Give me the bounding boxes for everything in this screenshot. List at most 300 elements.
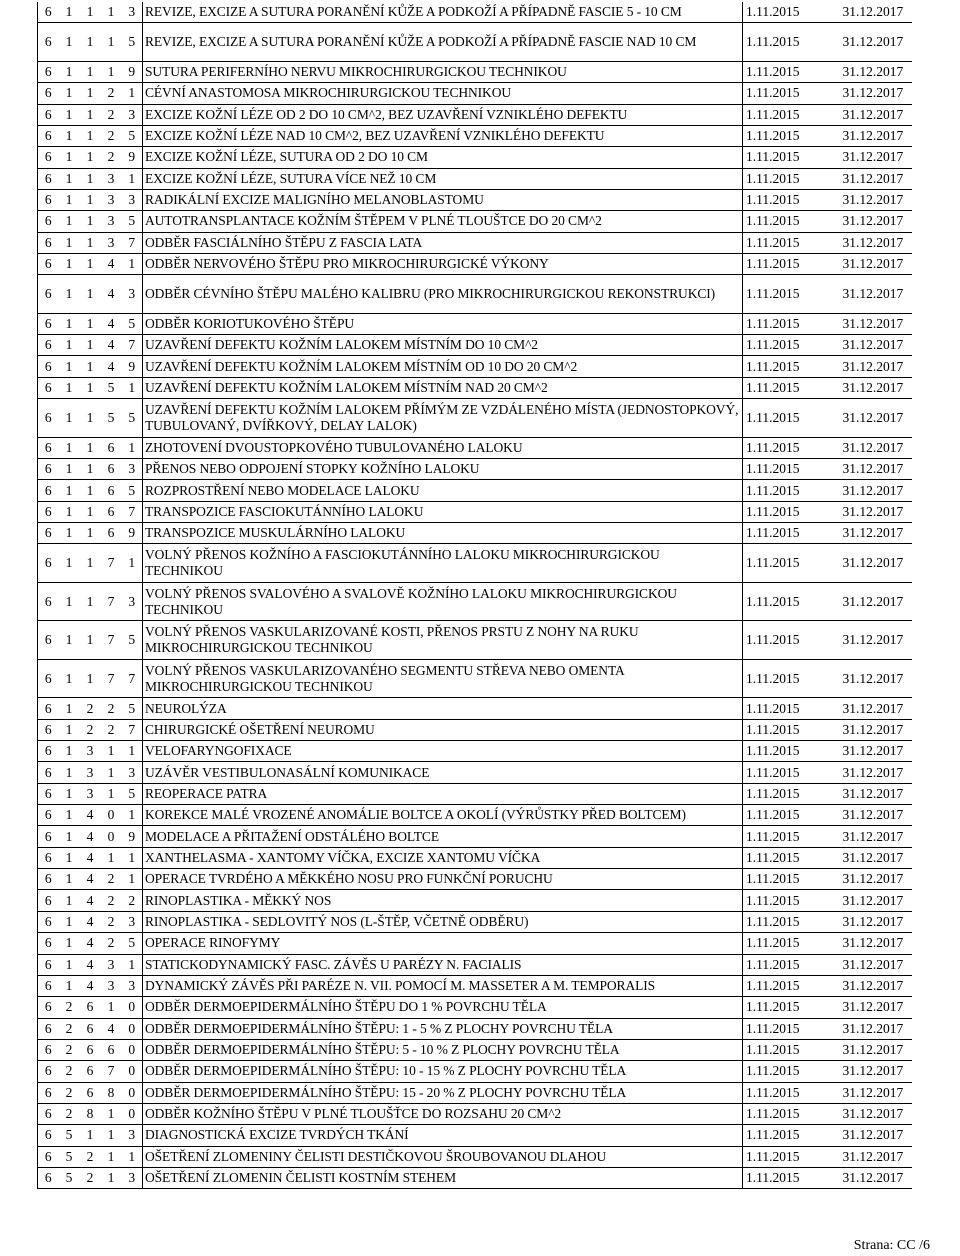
code-digit: 3 <box>122 911 143 932</box>
code-digit: 1 <box>59 61 80 82</box>
code-digit: 2 <box>80 1146 101 1167</box>
code-digit: 3 <box>80 741 101 762</box>
code-digit: 1 <box>80 23 101 62</box>
code-digit: 6 <box>101 501 122 522</box>
code-digit: 1 <box>122 437 143 458</box>
valid-to: 31.12.2017 <box>840 1125 912 1146</box>
valid-to: 31.12.2017 <box>840 1082 912 1103</box>
table-row <box>38 719 912 740</box>
code-digit: 2 <box>59 1082 80 1103</box>
table-row <box>38 2 912 23</box>
code-digit: 1 <box>59 313 80 334</box>
procedure-name: REVIZE, EXCIZE A SUTURA PORANĚNÍ KŮŽE A PODKOŽÍ A PŘÍPADNĚ FASCIE NAD 10 CM <box>143 23 743 62</box>
code-digit: 1 <box>101 997 122 1018</box>
procedure-name: DYNAMICKÝ ZÁVĚS PŘI PARÉZE N. VII. POMOCÍ M. MASSETER A M. TEMPORALIS <box>143 975 743 996</box>
code-digit: 6 <box>38 1039 59 1060</box>
code-digit: 1 <box>59 275 80 314</box>
code-digit: 5 <box>101 399 122 438</box>
code-digit: 6 <box>38 1061 59 1082</box>
valid-from: 1.11.2015 <box>743 523 840 544</box>
code-digit: 1 <box>80 2 101 23</box>
code-digit: 6 <box>38 975 59 996</box>
valid-from: 1.11.2015 <box>743 253 840 274</box>
valid-from: 1.11.2015 <box>743 805 840 826</box>
valid-from: 1.11.2015 <box>743 399 840 438</box>
code-digit: 5 <box>59 1125 80 1146</box>
valid-to: 31.12.2017 <box>840 104 912 125</box>
code-digit: 9 <box>122 61 143 82</box>
code-digit: 1 <box>122 83 143 104</box>
code-digit: 1 <box>80 480 101 501</box>
code-digit: 6 <box>38 719 59 740</box>
procedure-name: RADIKÁLNÍ EXCIZE MALIGNÍHO MELANOBLASTOMU <box>143 189 743 210</box>
procedure-name: DIAGNOSTICKÁ EXCIZE TVRDÝCH TKÁNÍ <box>143 1125 743 1146</box>
code-digit: 6 <box>38 741 59 762</box>
code-digit: 5 <box>101 377 122 398</box>
code-digit: 6 <box>38 911 59 932</box>
table-row <box>38 523 912 544</box>
procedure-name: ODBĚR DERMOEPIDERMÁLNÍHO ŠTĚPU: 15 - 20 % Z PLOCHY POVRCHU TĚLA <box>143 1082 743 1103</box>
valid-to: 31.12.2017 <box>840 189 912 210</box>
code-digit: 3 <box>101 168 122 189</box>
valid-to: 31.12.2017 <box>840 621 912 660</box>
code-digit: 6 <box>38 437 59 458</box>
table-row <box>38 211 912 232</box>
code-digit: 1 <box>59 147 80 168</box>
code-digit: 6 <box>38 783 59 804</box>
table-row <box>38 168 912 189</box>
code-digit: 6 <box>38 933 59 954</box>
code-digit: 3 <box>122 104 143 125</box>
code-digit: 6 <box>101 480 122 501</box>
table-row <box>38 890 912 911</box>
code-digit: 1 <box>59 954 80 975</box>
code-digit: 6 <box>38 313 59 334</box>
table-row <box>38 232 912 253</box>
code-digit: 5 <box>122 211 143 232</box>
valid-from: 1.11.2015 <box>743 890 840 911</box>
procedure-name: CHIRURGICKÉ OŠETŘENÍ NEUROMU <box>143 719 743 740</box>
table-row <box>38 1039 912 1060</box>
procedure-name: UZAVŘENÍ DEFEKTU KOŽNÍM LALOKEM MÍSTNÍM DO 10 CM^2 <box>143 335 743 356</box>
code-digit: 3 <box>122 2 143 23</box>
code-digit: 1 <box>59 501 80 522</box>
valid-to: 31.12.2017 <box>840 501 912 522</box>
table-row <box>38 1061 912 1082</box>
code-digit: 6 <box>38 523 59 544</box>
valid-from: 1.11.2015 <box>743 61 840 82</box>
code-digit: 7 <box>101 659 122 698</box>
code-digit: 6 <box>38 698 59 719</box>
valid-to: 31.12.2017 <box>840 1018 912 1039</box>
valid-to: 31.12.2017 <box>840 582 912 621</box>
code-digit: 6 <box>38 501 59 522</box>
code-digit: 6 <box>38 335 59 356</box>
code-digit: 7 <box>101 544 122 583</box>
code-digit: 4 <box>101 253 122 274</box>
code-digit: 7 <box>122 719 143 740</box>
procedure-name: VOLNÝ PŘENOS VASKULARIZOVANÉHO SEGMENTU STŘEVA NEBO OMENTA MIKROCHIRURGICKOU TECHNIKOU <box>143 659 743 698</box>
code-digit: 1 <box>80 501 101 522</box>
table-row <box>38 997 912 1018</box>
valid-from: 1.11.2015 <box>743 719 840 740</box>
table-row <box>38 1103 912 1124</box>
code-digit: 7 <box>101 582 122 621</box>
valid-to: 31.12.2017 <box>840 544 912 583</box>
procedure-name: XANTHELASMA - XANTOMY VÍČKA, EXCIZE XANTOMU VÍČKA <box>143 847 743 868</box>
code-digit: 6 <box>80 1061 101 1082</box>
valid-from: 1.11.2015 <box>743 847 840 868</box>
code-digit: 2 <box>59 997 80 1018</box>
code-digit: 1 <box>80 189 101 210</box>
valid-to: 31.12.2017 <box>840 826 912 847</box>
code-digit: 6 <box>38 125 59 146</box>
valid-to: 31.12.2017 <box>840 1167 912 1188</box>
code-digit: 8 <box>101 1082 122 1103</box>
code-digit: 1 <box>59 544 80 583</box>
valid-to: 31.12.2017 <box>840 480 912 501</box>
table-row <box>38 480 912 501</box>
code-digit: 1 <box>80 83 101 104</box>
code-digit: 3 <box>122 459 143 480</box>
valid-to: 31.12.2017 <box>840 313 912 334</box>
valid-to: 31.12.2017 <box>840 890 912 911</box>
code-digit: 4 <box>80 954 101 975</box>
code-digit: 2 <box>101 147 122 168</box>
procedure-name: VELOFARYNGOFIXACE <box>143 741 743 762</box>
code-digit: 4 <box>101 275 122 314</box>
valid-to: 31.12.2017 <box>840 954 912 975</box>
code-digit: 6 <box>38 1018 59 1039</box>
procedure-code-table <box>37 2 912 1189</box>
code-digit: 1 <box>80 232 101 253</box>
code-digit: 1 <box>80 582 101 621</box>
code-digit: 1 <box>122 1146 143 1167</box>
code-digit: 6 <box>38 659 59 698</box>
procedure-name: ODBĚR CÉVNÍHO ŠTĚPU MALÉHO KALIBRU (PRO MIKROCHIRURGICKOU REKONSTRUKCI) <box>143 275 743 314</box>
valid-from: 1.11.2015 <box>743 582 840 621</box>
table-row <box>38 847 912 868</box>
code-digit: 1 <box>80 61 101 82</box>
code-digit: 6 <box>38 1146 59 1167</box>
code-digit: 1 <box>122 847 143 868</box>
code-digit: 1 <box>59 356 80 377</box>
code-digit: 6 <box>38 61 59 82</box>
code-digit: 6 <box>38 805 59 826</box>
code-digit: 1 <box>59 659 80 698</box>
code-digit: 1 <box>122 168 143 189</box>
table-row <box>38 933 912 954</box>
table-row <box>38 189 912 210</box>
procedure-name: RINOPLASTIKA - MĚKKÝ NOS <box>143 890 743 911</box>
code-digit: 9 <box>122 523 143 544</box>
valid-from: 1.11.2015 <box>743 189 840 210</box>
table-row <box>38 459 912 480</box>
valid-from: 1.11.2015 <box>743 104 840 125</box>
code-digit: 1 <box>122 954 143 975</box>
code-digit: 1 <box>59 523 80 544</box>
code-digit: 1 <box>59 125 80 146</box>
code-digit: 3 <box>122 975 143 996</box>
code-digit: 5 <box>122 125 143 146</box>
code-digit: 6 <box>38 954 59 975</box>
code-digit: 6 <box>38 847 59 868</box>
code-digit: 1 <box>80 544 101 583</box>
valid-from: 1.11.2015 <box>743 377 840 398</box>
code-digit: 1 <box>59 104 80 125</box>
code-digit: 2 <box>101 125 122 146</box>
code-digit: 4 <box>101 356 122 377</box>
valid-from: 1.11.2015 <box>743 459 840 480</box>
table-row <box>38 741 912 762</box>
code-digit: 3 <box>80 783 101 804</box>
code-digit: 6 <box>38 147 59 168</box>
code-digit: 1 <box>80 356 101 377</box>
procedure-name: TRANSPOZICE MUSKULÁRNÍHO LALOKU <box>143 523 743 544</box>
table-row <box>38 399 912 438</box>
procedure-name: NEUROLÝZA <box>143 698 743 719</box>
code-digit: 1 <box>59 335 80 356</box>
code-digit: 3 <box>101 211 122 232</box>
code-digit: 1 <box>80 399 101 438</box>
code-digit: 1 <box>80 125 101 146</box>
code-digit: 2 <box>101 911 122 932</box>
table-row <box>38 147 912 168</box>
valid-to: 31.12.2017 <box>840 399 912 438</box>
code-digit: 1 <box>59 826 80 847</box>
code-digit: 4 <box>80 826 101 847</box>
code-digit: 7 <box>122 501 143 522</box>
procedure-name: OPERACE TVRDÉHO A MĚKKÉHO NOSU PRO FUNKČNÍ PORUCHU <box>143 869 743 890</box>
code-digit: 1 <box>101 762 122 783</box>
code-digit: 1 <box>80 168 101 189</box>
code-digit: 7 <box>101 1061 122 1082</box>
code-digit: 1 <box>59 975 80 996</box>
valid-from: 1.11.2015 <box>743 741 840 762</box>
valid-to: 31.12.2017 <box>840 911 912 932</box>
code-digit: 1 <box>101 1146 122 1167</box>
valid-from: 1.11.2015 <box>743 1125 840 1146</box>
valid-from: 1.11.2015 <box>743 275 840 314</box>
code-digit: 6 <box>101 1039 122 1060</box>
valid-to: 31.12.2017 <box>840 975 912 996</box>
valid-from: 1.11.2015 <box>743 147 840 168</box>
valid-from: 1.11.2015 <box>743 313 840 334</box>
code-digit: 5 <box>122 783 143 804</box>
code-digit: 5 <box>122 23 143 62</box>
valid-to: 31.12.2017 <box>840 377 912 398</box>
code-digit: 4 <box>80 911 101 932</box>
valid-to: 31.12.2017 <box>840 168 912 189</box>
valid-to: 31.12.2017 <box>840 275 912 314</box>
code-digit: 1 <box>101 783 122 804</box>
valid-from: 1.11.2015 <box>743 975 840 996</box>
procedure-name: ODBĚR DERMOEPIDERMÁLNÍHO ŠTĚPU: 10 - 15 % Z PLOCHY POVRCHU TĚLA <box>143 1061 743 1082</box>
valid-to: 31.12.2017 <box>840 997 912 1018</box>
code-digit: 1 <box>101 1125 122 1146</box>
valid-from: 1.11.2015 <box>743 356 840 377</box>
procedure-name: MODELACE A PŘITAŽENÍ ODSTÁLÉHO BOLTCE <box>143 826 743 847</box>
procedure-name: VOLNÝ PŘENOS SVALOVÉHO A SVALOVĚ KOŽNÍHO LALOKU MIKROCHIRURGICKOU TECHNIKOU <box>143 582 743 621</box>
valid-from: 1.11.2015 <box>743 954 840 975</box>
code-digit: 3 <box>101 189 122 210</box>
procedure-name: ZHOTOVENÍ DVOUSTOPKOVÉHO TUBULOVANÉHO LALOKU <box>143 437 743 458</box>
table-row <box>38 437 912 458</box>
table-row <box>38 659 912 698</box>
code-digit: 6 <box>101 459 122 480</box>
code-digit: 3 <box>101 975 122 996</box>
code-digit: 6 <box>38 480 59 501</box>
code-digit: 1 <box>80 437 101 458</box>
table-body <box>38 2 912 1189</box>
code-digit: 6 <box>80 1018 101 1039</box>
valid-from: 1.11.2015 <box>743 544 840 583</box>
valid-to: 31.12.2017 <box>840 459 912 480</box>
valid-to: 31.12.2017 <box>840 147 912 168</box>
table-row <box>38 1146 912 1167</box>
procedure-name: VOLNÝ PŘENOS KOŽNÍHO A FASCIOKUTÁNNÍHO LALOKU MIKROCHIRURGICKOU TECHNIKOU <box>143 544 743 583</box>
valid-to: 31.12.2017 <box>840 783 912 804</box>
code-digit: 7 <box>122 659 143 698</box>
code-digit: 1 <box>59 805 80 826</box>
code-digit: 6 <box>38 582 59 621</box>
code-digit: 1 <box>80 313 101 334</box>
code-digit: 2 <box>101 933 122 954</box>
code-digit: 0 <box>122 1039 143 1060</box>
code-digit: 6 <box>38 890 59 911</box>
code-digit: 6 <box>80 1039 101 1060</box>
valid-from: 1.11.2015 <box>743 1061 840 1082</box>
code-digit: 8 <box>80 1103 101 1124</box>
procedure-name: UZAVŘENÍ DEFEKTU KOŽNÍM LALOKEM PŘÍMÝM ZE VZDÁLENÉHO MÍSTA (JEDNOSTOPKOVÝ, TUBULOVANÝ, DVÍŘKOVÝ, DELAY LALOK) <box>143 399 743 438</box>
table-row <box>38 356 912 377</box>
code-digit: 6 <box>80 1082 101 1103</box>
valid-to: 31.12.2017 <box>840 698 912 719</box>
valid-from: 1.11.2015 <box>743 762 840 783</box>
valid-to: 31.12.2017 <box>840 523 912 544</box>
code-digit: 2 <box>59 1061 80 1082</box>
code-digit: 2 <box>122 890 143 911</box>
code-digit: 3 <box>122 582 143 621</box>
valid-to: 31.12.2017 <box>840 83 912 104</box>
code-digit: 5 <box>122 313 143 334</box>
code-digit: 9 <box>122 356 143 377</box>
code-digit: 1 <box>59 480 80 501</box>
valid-from: 1.11.2015 <box>743 2 840 23</box>
code-digit: 2 <box>101 698 122 719</box>
procedure-name: ODBĚR NERVOVÉHO ŠTĚPU PRO MIKROCHIRURGICKÉ VÝKONY <box>143 253 743 274</box>
procedure-name: EXCIZE KOŽNÍ LÉZE NAD 10 CM^2, BEZ UZAVŘENÍ VZNIKLÉHO DEFEKTU <box>143 125 743 146</box>
code-digit: 0 <box>122 1082 143 1103</box>
code-digit: 2 <box>101 104 122 125</box>
valid-to: 31.12.2017 <box>840 719 912 740</box>
code-digit: 6 <box>38 544 59 583</box>
code-digit: 1 <box>80 523 101 544</box>
code-digit: 1 <box>101 847 122 868</box>
procedure-name: OPERACE RINOFYMY <box>143 933 743 954</box>
valid-to: 31.12.2017 <box>840 805 912 826</box>
table-row <box>38 61 912 82</box>
table-row <box>38 698 912 719</box>
code-digit: 1 <box>59 211 80 232</box>
code-digit: 0 <box>122 1018 143 1039</box>
code-digit: 6 <box>38 621 59 660</box>
code-digit: 1 <box>101 741 122 762</box>
code-digit: 0 <box>122 997 143 1018</box>
code-digit: 2 <box>101 869 122 890</box>
code-digit: 1 <box>59 741 80 762</box>
code-digit: 1 <box>80 275 101 314</box>
code-digit: 1 <box>80 459 101 480</box>
valid-to: 31.12.2017 <box>840 437 912 458</box>
procedure-name: EXCIZE KOŽNÍ LÉZE, SUTURA VÍCE NEŽ 10 CM <box>143 168 743 189</box>
procedure-name: ROZPROSTŘENÍ NEBO MODELACE LALOKU <box>143 480 743 501</box>
valid-to: 31.12.2017 <box>840 1061 912 1082</box>
code-digit: 1 <box>59 783 80 804</box>
code-digit: 6 <box>38 1082 59 1103</box>
code-digit: 2 <box>80 1167 101 1188</box>
valid-from: 1.11.2015 <box>743 1039 840 1060</box>
code-digit: 1 <box>59 847 80 868</box>
table-row <box>38 1125 912 1146</box>
code-digit: 6 <box>38 377 59 398</box>
table-row <box>38 621 912 660</box>
procedure-name: UZAVŘENÍ DEFEKTU KOŽNÍM LALOKEM MÍSTNÍM NAD 20 CM^2 <box>143 377 743 398</box>
valid-from: 1.11.2015 <box>743 232 840 253</box>
code-digit: 6 <box>38 189 59 210</box>
code-digit: 1 <box>59 232 80 253</box>
code-digit: 6 <box>38 253 59 274</box>
table-row <box>38 954 912 975</box>
code-digit: 4 <box>101 335 122 356</box>
code-digit: 7 <box>122 232 143 253</box>
table-row <box>38 275 912 314</box>
code-digit: 4 <box>80 847 101 868</box>
valid-from: 1.11.2015 <box>743 480 840 501</box>
valid-to: 31.12.2017 <box>840 762 912 783</box>
code-digit: 2 <box>101 890 122 911</box>
procedure-name: ODBĚR FASCIÁLNÍHO ŠTĚPU Z FASCIA LATA <box>143 232 743 253</box>
table-row <box>38 1082 912 1103</box>
procedure-name: STATICKODYNAMICKÝ FASC. ZÁVĚS U PARÉZY N. FACIALIS <box>143 954 743 975</box>
valid-from: 1.11.2015 <box>743 125 840 146</box>
code-digit: 1 <box>59 23 80 62</box>
table-row <box>38 805 912 826</box>
table-row <box>38 313 912 334</box>
code-digit: 5 <box>122 698 143 719</box>
code-digit: 1 <box>80 147 101 168</box>
code-digit: 6 <box>38 997 59 1018</box>
valid-from: 1.11.2015 <box>743 83 840 104</box>
code-digit: 6 <box>38 1167 59 1188</box>
procedure-name: EXCIZE KOŽNÍ LÉZE, SUTURA OD 2 DO 10 CM <box>143 147 743 168</box>
code-digit: 1 <box>59 698 80 719</box>
procedure-name: KOREKCE MALÉ VROZENÉ ANOMÁLIE BOLTCE A OKOLÍ (VÝRŮSTKY PŘED BOLTCEM) <box>143 805 743 826</box>
code-digit: 6 <box>38 459 59 480</box>
table-row <box>38 869 912 890</box>
valid-from: 1.11.2015 <box>743 23 840 62</box>
procedure-name: OŠETŘENÍ ZLOMENIN ČELISTI KOSTNÍM STEHEM <box>143 1167 743 1188</box>
code-digit: 9 <box>122 826 143 847</box>
procedure-name: CÉVNÍ ANASTOMOSA MIKROCHIRURGICKOU TECHNIKOU <box>143 83 743 104</box>
code-digit: 3 <box>122 1125 143 1146</box>
code-digit: 6 <box>38 232 59 253</box>
valid-from: 1.11.2015 <box>743 869 840 890</box>
code-digit: 1 <box>80 104 101 125</box>
code-digit: 3 <box>122 189 143 210</box>
valid-to: 31.12.2017 <box>840 869 912 890</box>
table-row <box>38 582 912 621</box>
